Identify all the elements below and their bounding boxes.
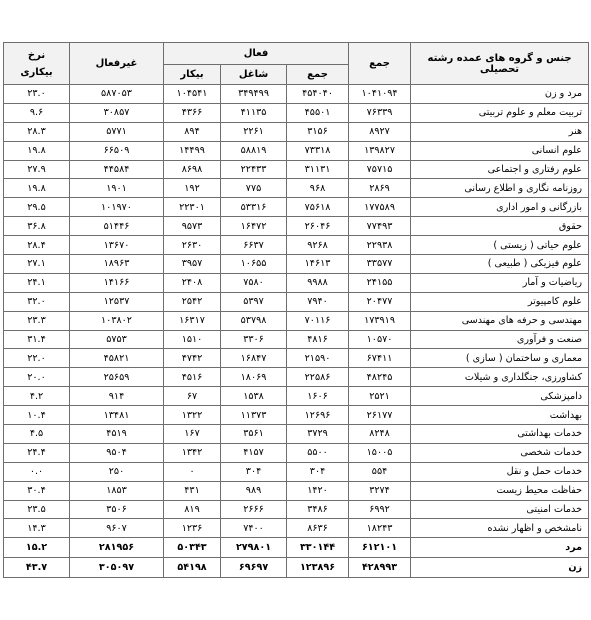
cell-inactive: ۱۳۴۸۱: [70, 406, 164, 425]
cell-unemployed: ۱۶۷: [164, 425, 221, 444]
statistics-table: [3, 42, 589, 578]
cell-field: علوم انسانی: [411, 141, 589, 160]
cell-inactive: ۴۵۱۹: [70, 425, 164, 444]
cell-active-total: ۷۰۱۱۶: [287, 311, 349, 330]
cell-field: معماری و ساختمان ( سازی ): [411, 349, 589, 368]
cell-unemployed: ۲۵۴۲: [164, 292, 221, 311]
cell-field: حفاظت محیط زیست: [411, 481, 589, 500]
cell-field: زن: [411, 558, 589, 578]
table-row: [4, 292, 589, 311]
cell-total: ۱۷۳۹۱۹: [349, 311, 411, 330]
header-unemployment-rate: [4, 43, 70, 85]
cell-field: هنر: [411, 122, 589, 141]
cell-inactive: ۱۸۹۶۳: [70, 255, 164, 274]
cell-field: کشاورزی، جنگلداری و شیلات: [411, 368, 589, 387]
cell-total: ۳۳۵۷۷: [349, 255, 411, 274]
cell-rate: ۲۴.۴: [4, 443, 70, 462]
table-row: [4, 406, 589, 425]
cell-total: ۷۶۳۳۹: [349, 103, 411, 122]
header-field: جنس و گروه های عمده رشته تحصیلی: [411, 43, 589, 85]
cell-inactive: ۱۲۵۳۷: [70, 292, 164, 311]
cell-rate: ۳۰.۴: [4, 481, 70, 500]
cell-rate: ۰.۰: [4, 462, 70, 481]
cell-inactive: ۳۰۸۵۷: [70, 103, 164, 122]
cell-total: ۲۴۱۵۵: [349, 273, 411, 292]
cell-employed: ۴۱۵۷: [221, 443, 287, 462]
cell-total: ۲۸۶۹: [349, 179, 411, 198]
cell-active-total: ۸۶۳۶: [287, 519, 349, 538]
cell-field: صنعت و فرآوری: [411, 330, 589, 349]
cell-active-total: ۳۷۲۹: [287, 425, 349, 444]
cell-inactive: ۳۰۵۰۹۷: [70, 558, 164, 578]
cell-employed: ۴۱۱۳۵: [221, 103, 287, 122]
cell-total: ۸۹۲۷: [349, 122, 411, 141]
cell-rate: ۱۵.۲: [4, 538, 70, 558]
cell-total: ۳۲۷۴: [349, 481, 411, 500]
cell-total: ۶۱۲۱۰۱: [349, 538, 411, 558]
header-active: فعال: [164, 43, 349, 65]
cell-employed: ۹۸۹: [221, 481, 287, 500]
cell-active-total: ۳۴۸۶: [287, 500, 349, 519]
table-row: [4, 538, 589, 558]
cell-field: علوم رفتاری و اجتماعی: [411, 160, 589, 179]
table-body: [4, 85, 589, 578]
cell-total: ۲۶۱۷۷: [349, 406, 411, 425]
cell-active-total: ۱۴۲۰: [287, 481, 349, 500]
cell-rate: ۱۰.۴: [4, 406, 70, 425]
table-row: [4, 330, 589, 349]
cell-rate: ۳۱.۴: [4, 330, 70, 349]
cell-active-total: ۳۰۴: [287, 462, 349, 481]
cell-field: مرد: [411, 538, 589, 558]
cell-inactive: ۵۱۴۴۶: [70, 217, 164, 236]
cell-total: ۲۲۹۳۸: [349, 236, 411, 255]
cell-rate: ۲۳.۳: [4, 311, 70, 330]
table-row: [4, 481, 589, 500]
cell-inactive: ۳۵۰۶: [70, 500, 164, 519]
table-row: [4, 160, 589, 179]
cell-unemployed: ۱۹۲: [164, 179, 221, 198]
cell-unemployed: ۵۰۳۴۳: [164, 538, 221, 558]
cell-employed: ۵۸۸۱۹: [221, 141, 287, 160]
cell-active-total: ۲۶۰۴۶: [287, 217, 349, 236]
cell-total: ۴۸۲۴۵: [349, 368, 411, 387]
header-employed: شاغل: [221, 65, 287, 85]
cell-employed: ۵۳۹۷: [221, 292, 287, 311]
cell-active-total: ۷۳۳۱۸: [287, 141, 349, 160]
cell-rate: ۲۳.۵: [4, 500, 70, 519]
cell-field: خدمات بهداشتی: [411, 425, 589, 444]
table-row: [4, 349, 589, 368]
cell-total: ۲۵۲۱: [349, 387, 411, 406]
table-row: [4, 425, 589, 444]
cell-employed: ۷۷۵: [221, 179, 287, 198]
cell-active-total: ۱۴۶۱۳: [287, 255, 349, 274]
table-row: [4, 311, 589, 330]
cell-unemployed: ۱۶۳۱۷: [164, 311, 221, 330]
cell-unemployed: ۸۶۹۸: [164, 160, 221, 179]
cell-inactive: ۱۰۱۹۷۰: [70, 198, 164, 217]
cell-inactive: ۹۶۰۷: [70, 519, 164, 538]
table-row: [4, 273, 589, 292]
cell-total: ۶۹۹۲: [349, 500, 411, 519]
cell-total: ۷۵۷۱۵: [349, 160, 411, 179]
table-row: [4, 387, 589, 406]
table-row: [4, 122, 589, 141]
cell-rate: ۲۸.۳: [4, 122, 70, 141]
table-row: [4, 462, 589, 481]
table-row: [4, 85, 589, 104]
cell-active-total: ۱۲۶۹۶: [287, 406, 349, 425]
cell-field: خدمات شخصی: [411, 443, 589, 462]
cell-rate: ۲۹.۵: [4, 198, 70, 217]
cell-unemployed: ۵۴۱۹۸: [164, 558, 221, 578]
cell-field: مهندسی و حرفه های مهندسی: [411, 311, 589, 330]
cell-employed: ۱۶۸۴۷: [221, 349, 287, 368]
cell-field: بازرگانی و امور اداری: [411, 198, 589, 217]
cell-field: بهداشت: [411, 406, 589, 425]
cell-employed: ۱۵۳۸: [221, 387, 287, 406]
cell-employed: ۳۰۴: [221, 462, 287, 481]
cell-employed: ۱۸۰۶۹: [221, 368, 287, 387]
cell-total: ۶۷۴۱۱: [349, 349, 411, 368]
cell-total: ۱۰۵۷۰: [349, 330, 411, 349]
cell-rate: ۲۷.۹: [4, 160, 70, 179]
cell-total: ۱۸۲۴۳: [349, 519, 411, 538]
cell-unemployed: ۴۳۱: [164, 481, 221, 500]
cell-unemployed: ۱۲۳۶: [164, 519, 221, 538]
cell-employed: ۳۴۹۴۹۹: [221, 85, 287, 104]
cell-inactive: ۹۵۰۴: [70, 443, 164, 462]
cell-inactive: ۴۴۵۸۴: [70, 160, 164, 179]
cell-inactive: ۲۵۰: [70, 462, 164, 481]
table-row: [4, 179, 589, 198]
cell-employed: ۵۳۳۱۶: [221, 198, 287, 217]
cell-inactive: ۵۷۵۳: [70, 330, 164, 349]
cell-total: ۵۵۴: [349, 462, 411, 481]
cell-total: ۱۷۷۵۸۹: [349, 198, 411, 217]
cell-active-total: ۱۶۰۶: [287, 387, 349, 406]
cell-rate: ۲۲.۰: [4, 349, 70, 368]
cell-rate: ۴۳.۷: [4, 558, 70, 578]
cell-employed: ۲۷۹۸۰۱: [221, 538, 287, 558]
cell-employed: ۱۶۴۷۲: [221, 217, 287, 236]
cell-total: ۱۵۰۰۵: [349, 443, 411, 462]
cell-employed: ۶۹۶۹۷: [221, 558, 287, 578]
cell-unemployed: ۸۹۴: [164, 122, 221, 141]
cell-active-total: ۹۹۸۸: [287, 273, 349, 292]
cell-unemployed: ۲۴۰۸: [164, 273, 221, 292]
cell-field: علوم کامپیوتر: [411, 292, 589, 311]
cell-active-total: ۴۵۵۰۱: [287, 103, 349, 122]
cell-inactive: ۶۶۵۰۹: [70, 141, 164, 160]
cell-total: ۴۲۸۹۹۳: [349, 558, 411, 578]
cell-rate: ۱۴.۳: [4, 519, 70, 538]
cell-employed: ۳۵۶۱: [221, 425, 287, 444]
header-inactive: غیرفعال: [70, 43, 164, 85]
cell-inactive: ۱۳۶۷۰: [70, 236, 164, 255]
cell-field: مرد و زن: [411, 85, 589, 104]
cell-total: ۲۰۴۷۷: [349, 292, 411, 311]
cell-inactive: ۲۵۶۵۹: [70, 368, 164, 387]
cell-unemployed: ۱۳۲۲: [164, 406, 221, 425]
header-unemployed: بیکار: [164, 65, 221, 85]
cell-total: ۸۲۴۸: [349, 425, 411, 444]
cell-unemployed: ۱۰۴۵۴۱: [164, 85, 221, 104]
cell-active-total: ۳۱۱۳۱: [287, 160, 349, 179]
table-row: [4, 255, 589, 274]
cell-active-total: ۴۸۱۶: [287, 330, 349, 349]
cell-total: ۱۰۴۱۰۹۴: [349, 85, 411, 104]
cell-active-total: ۵۵۰۰: [287, 443, 349, 462]
cell-inactive: ۹۱۴: [70, 387, 164, 406]
table-row: [4, 141, 589, 160]
cell-inactive: ۵۸۷۰۵۳: [70, 85, 164, 104]
table-row: [4, 217, 589, 236]
cell-rate: ۱۹.۸: [4, 179, 70, 198]
cell-rate: ۲۰.۰: [4, 368, 70, 387]
cell-total: ۷۷۴۹۳: [349, 217, 411, 236]
cell-active-total: ۴۵۴۰۴۰: [287, 85, 349, 104]
cell-active-total: ۹۲۶۸: [287, 236, 349, 255]
cell-rate: ۱۹.۸: [4, 141, 70, 160]
cell-unemployed: ۳۹۵۷: [164, 255, 221, 274]
cell-unemployed: ۴۵۱۶: [164, 368, 221, 387]
cell-field: روزنامه نگاری و اطلاع رسانی: [411, 179, 589, 198]
cell-employed: ۲۲۴۳۳: [221, 160, 287, 179]
cell-rate: ۲۴.۱: [4, 273, 70, 292]
table-row: [4, 103, 589, 122]
cell-unemployed: ۱۵۱۰: [164, 330, 221, 349]
cell-field: نامشخص و اظهار نشده: [411, 519, 589, 538]
cell-employed: ۱۱۳۷۳: [221, 406, 287, 425]
cell-inactive: ۱۴۱۶۶: [70, 273, 164, 292]
cell-active-total: ۳۳۰۱۴۴: [287, 538, 349, 558]
cell-active-total: ۷۹۴۰: [287, 292, 349, 311]
cell-rate: ۳۲.۰: [4, 292, 70, 311]
cell-field: ریاضیات و آمار: [411, 273, 589, 292]
cell-rate: ۴.۲: [4, 387, 70, 406]
cell-employed: ۲۲۶۱: [221, 122, 287, 141]
cell-unemployed: ۴۳۶۶: [164, 103, 221, 122]
cell-employed: ۱۰۶۵۵: [221, 255, 287, 274]
cell-employed: ۶۶۳۷: [221, 236, 287, 255]
cell-total: ۱۳۹۸۲۷: [349, 141, 411, 160]
cell-unemployed: ۰: [164, 462, 221, 481]
header-total: جمع: [349, 43, 411, 85]
cell-employed: ۷۵۸۰: [221, 273, 287, 292]
cell-rate: ۹.۶: [4, 103, 70, 122]
cell-field: خدمات امنیتی: [411, 500, 589, 519]
cell-inactive: ۲۸۱۹۵۶: [70, 538, 164, 558]
cell-active-total: ۹۶۸: [287, 179, 349, 198]
cell-employed: ۲۶۶۶: [221, 500, 287, 519]
cell-employed: ۳۳۰۶: [221, 330, 287, 349]
cell-inactive: ۴۵۸۲۱: [70, 349, 164, 368]
cell-rate: ۳۶.۸: [4, 217, 70, 236]
cell-unemployed: ۲۶۳۰: [164, 236, 221, 255]
table-row: [4, 519, 589, 538]
cell-rate: ۲۸.۴: [4, 236, 70, 255]
table-row: [4, 236, 589, 255]
cell-unemployed: ۸۱۹: [164, 500, 221, 519]
header-active-total: جمع: [287, 65, 349, 85]
cell-unemployed: ۱۳۴۲: [164, 443, 221, 462]
cell-unemployed: ۲۲۳۰۱: [164, 198, 221, 217]
cell-field: خدمات حمل و نقل: [411, 462, 589, 481]
table-row: [4, 558, 589, 578]
cell-inactive: ۱۸۵۳: [70, 481, 164, 500]
cell-active-total: ۲۲۵۸۶: [287, 368, 349, 387]
cell-unemployed: ۶۷: [164, 387, 221, 406]
table-row: [4, 443, 589, 462]
cell-active-total: ۳۱۵۶: [287, 122, 349, 141]
cell-inactive: ۱۰۳۸۰۲: [70, 311, 164, 330]
cell-field: علوم حیاتی ( زیستی ): [411, 236, 589, 255]
table-row: [4, 368, 589, 387]
cell-unemployed: ۴۷۴۲: [164, 349, 221, 368]
cell-field: علوم فیزیکی ( طبیعی ): [411, 255, 589, 274]
cell-unemployed: ۹۵۷۳: [164, 217, 221, 236]
cell-employed: ۵۳۷۹۸: [221, 311, 287, 330]
cell-rate: ۲۳.۰: [4, 85, 70, 104]
cell-field: دامپزشکی: [411, 387, 589, 406]
cell-active-total: ۲۱۵۹۰: [287, 349, 349, 368]
cell-active-total: ۱۲۳۸۹۶: [287, 558, 349, 578]
table-row: [4, 198, 589, 217]
cell-rate: ۲۷.۱: [4, 255, 70, 274]
cell-field: حقوق: [411, 217, 589, 236]
table-row: [4, 500, 589, 519]
cell-active-total: ۷۵۶۱۸: [287, 198, 349, 217]
cell-field: تربیت معلم و علوم تربیتی: [411, 103, 589, 122]
header-unemployment-rate-label: نرخ بیکاری: [20, 49, 53, 78]
cell-inactive: ۵۷۷۱: [70, 122, 164, 141]
cell-unemployed: ۱۴۴۹۹: [164, 141, 221, 160]
cell-employed: ۷۴۰۰: [221, 519, 287, 538]
cell-inactive: ۱۹۰۱: [70, 179, 164, 198]
cell-rate: ۴.۵: [4, 425, 70, 444]
